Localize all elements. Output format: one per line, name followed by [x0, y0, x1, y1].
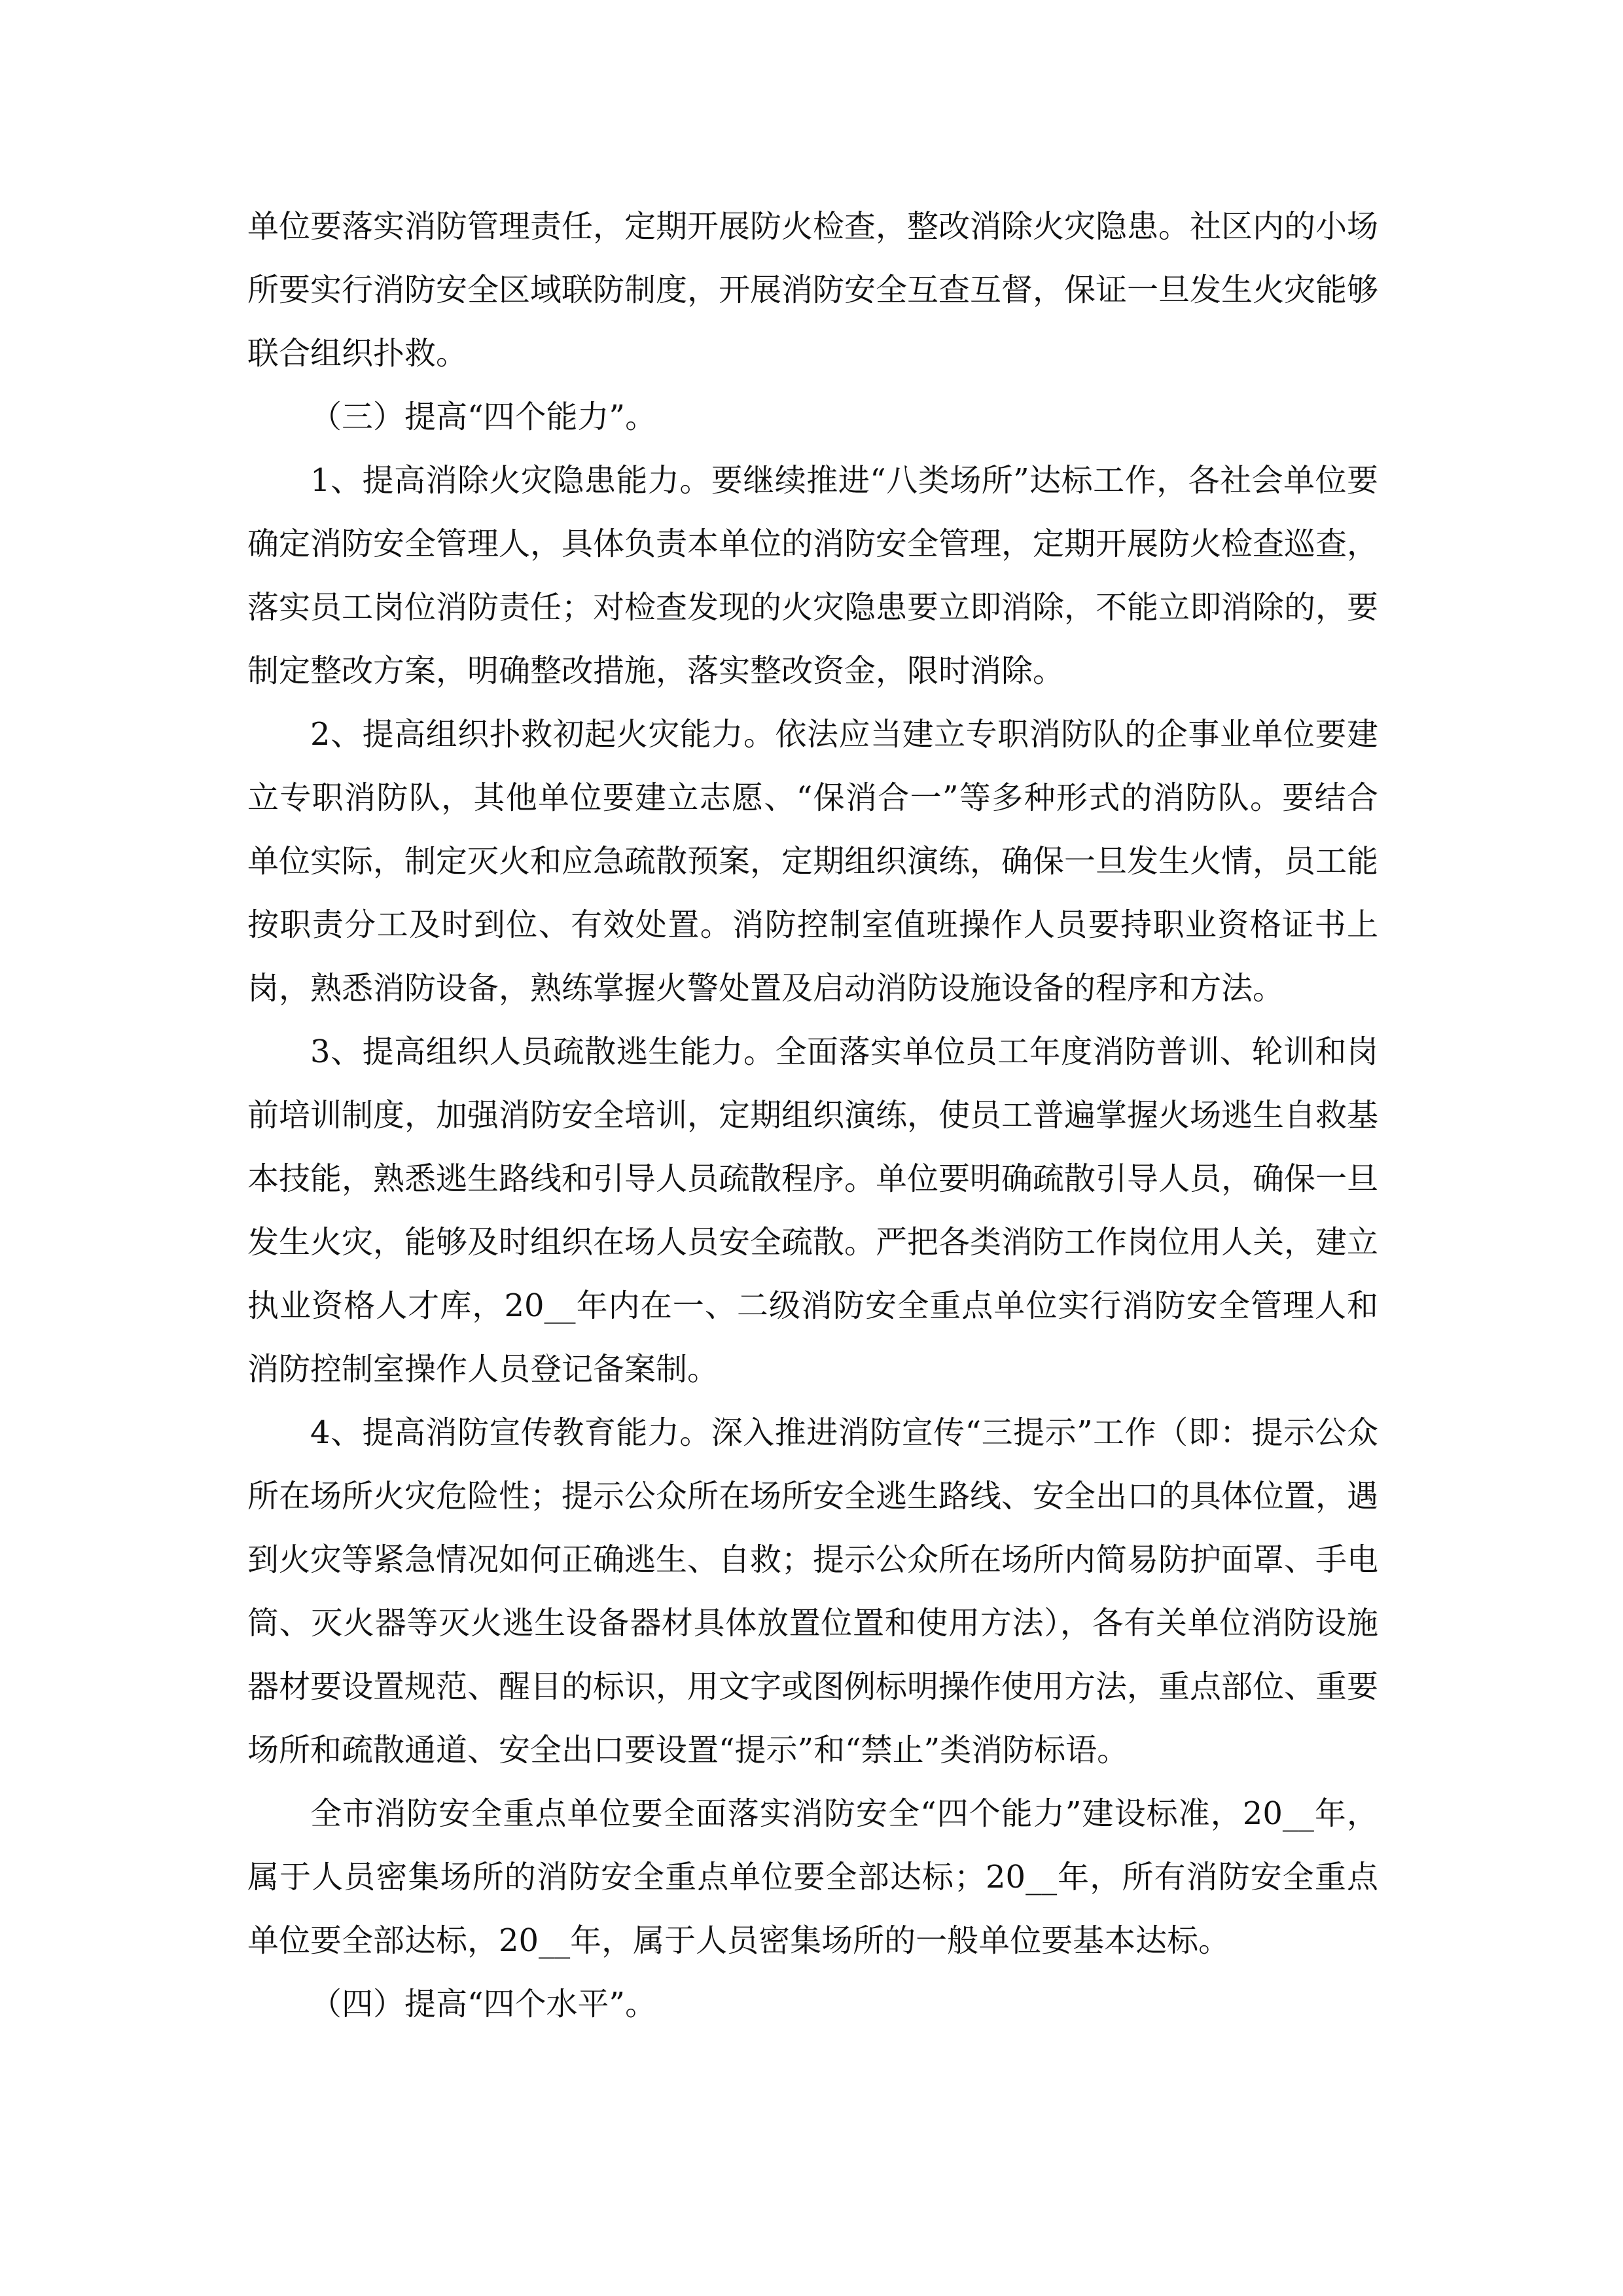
paragraph-item-1: 1、提高消除火灾隐患能力。要继续推进“八类场所”达标工作，各社会单位要确定消防安全管理人，具体负责本单位的消防安全管理，定期开展防火检查巡查，落实员工岗位消防责任；对检查发现的火灾隐患要立即消除，不能立即消除的，要制定整改方案，明确整改措施，落实整改资金，限时消除。 [247, 462, 1379, 689]
paragraph-continuation: 单位要落实消防管理责任，定期开展防火检查，整改消除火灾隐患。社区内的小场所要实行消防安全区域联防制度，开展消防安全互查互督，保证一旦发生火灾能够联合组织扑救。 [247, 208, 1379, 372]
paragraph-item-4: 4、提高消防宣传教育能力。深入推进消防宣传“三提示”工作（即：提示公众所在场所火灾危险性；提示公众所在场所安全逃生路线、安全出口的具体位置，遇到火灾等紧急情况如何正确逃生、自救；提示公众所在场所内简易防护面罩、手电筒、灭火器等灭火逃生设备器材具体放置位置和使用方法），各有关单位消防设施器材要设置规范、醒目的标识，用文字或图例标明操作使用方法，重点部位、重要场所和疏散通道、安全出口要设置“提示”和“禁止”类消防标语。 [247, 1414, 1379, 1768]
paragraph-item-3: 3、提高组织人员疏散逃生能力。全面落实单位员工年度消防普训、轮训和岗前培训制度，加强消防安全培训，定期组织演练，使员工普遍掌握火场逃生自救基本技能，熟悉逃生路线和引导人员疏散程序。单位要明确疏散引导人员，确保一旦发生火灾，能够及时组织在场人员安全疏散。严把各类消防工作岗位用人关，建立执业资格人才库，20__年内在一、二级消防安全重点单位实行消防安全管理人和消防控制室操作人员登记备案制。 [247, 1033, 1379, 1388]
paragraph-standards: 全市消防安全重点单位要全面落实消防安全“四个能力”建设标准，20__年，属于人员密集场所的消防安全重点单位要全部达标；20__年，所有消防安全重点单位要全部达标，20__年，属于人员密集场所的一般单位要基本达标。 [247, 1795, 1378, 1959]
paragraph-item-2: 2、提高组织扑救初起火灾能力。依法应当建立专职消防队的企事业单位要建立专职消防队，其他单位要建立志愿、“保消合一”等多种形式的消防队。要结合单位实际，制定灭火和应急疏散预案，定期组织演练，确保一旦发生火情，员工能按职责分工及时到位、有效处置。消防控制室值班操作人员要持职业资格证书上岗，熟悉消防设备，熟练掌握火警处置及启动消防设施设备的程序和方法。 [247, 716, 1379, 1007]
document-body [247, 195, 1378, 2036]
section-heading-four: （四）提高“四个水平”。 [310, 1986, 657, 2022]
section-heading-three: （三）提高“四个能力”。 [310, 399, 657, 435]
